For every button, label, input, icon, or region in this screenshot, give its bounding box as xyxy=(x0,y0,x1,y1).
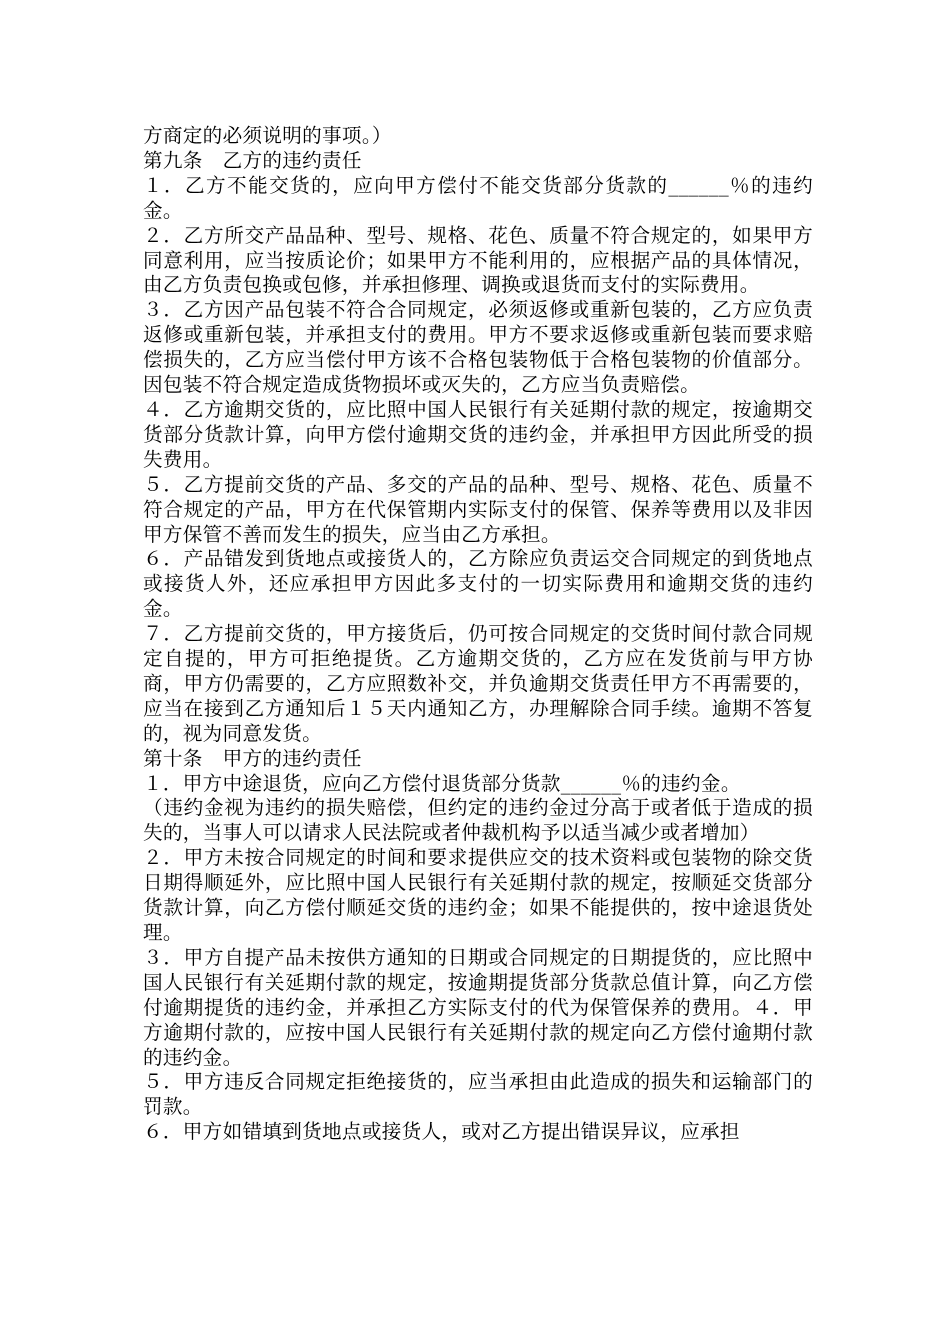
article-9-heading: 第九条 乙方的违约责任 xyxy=(143,148,362,172)
article-9-item-7: ７．乙方提前交货的，甲方接货后，仍可按合同规定的交货时间付款合同规定自提的，甲方可拒绝提货。乙方逾期交货的，乙方应在发货前与甲方协商，甲方仍需要的，乙方应照数补交，并负逾期交货责任甲方不再需要的，应当在接到乙方通知后１５天内通知乙方，办理解除合同手续。逾期不答复的，视为同意发货。 xyxy=(143,622,813,745)
article-9-item-2: ２．乙方所交产品品种、型号、规格、花色、质量不符合规定的，如果甲方同意利用，应当按质论价；如果甲方不能利用的，应根据产品的具体情况，由乙方负责包换或包修，并承担修理、调换或退货而支付的实际费用。 xyxy=(143,223,813,297)
article-10-heading: 第十条 甲方的违约责任 xyxy=(143,746,362,770)
paragraph-continuation: 方商定的必须说明的事项。） xyxy=(143,124,392,147)
article-10-item-5: ５．甲方违反合同规定拒绝接货的，应当承担由此造成的损失和运输部门的罚款。 xyxy=(143,1070,813,1119)
article-10-item-6: ６．甲方如错填到货地点或接货人，或对乙方提出错误异议，应承担 xyxy=(143,1120,740,1144)
article-10-item-2: ２．甲方未按合同规定的时间和要求提供应交的技术资料或包装物的除交货日期得顺延外，应比照中国人民银行有关延期付款的规定，按顺延交货部分货款计算，向乙方偿付顺延交货的违约金；如果不能提供的，按中途退货处理。 xyxy=(143,846,813,944)
article-9-item-5: ５．乙方提前交货的产品、多交的产品的品种、型号、规格、花色、质量不符合规定的产品，甲方在代保管期内实际支付的保管、保养等费用以及非因甲方保管不善而发生的损失，应当由乙方承担。 xyxy=(143,472,813,546)
article-10-item-3-4: ３．甲方自提产品未按供方通知的日期或合同规定的日期提货的，应比照中国人民银行有关延期付款的规定，按逾期提货部分货款总值计算，向乙方偿付逾期提货的违约金，并承担乙方实际支付的代为保管保养的费用。４．甲方逾期付款的，应按中国人民银行有关延期付款的规定向乙方偿付逾期付款的违约金。 xyxy=(143,945,813,1069)
article-9-item-1: １．乙方不能交货的，应向甲方偿付不能交货部分货款的______％的违约金。 xyxy=(143,173,813,222)
document-body xyxy=(143,124,813,1145)
article-9-item-4: ４．乙方逾期交货的，应比照中国人民银行有关延期付款的规定，按逾期交货部分货款计算，向甲方偿付逾期交货的违约金，并承担甲方因此所受的损失费用。 xyxy=(143,397,813,471)
article-9-item-3: ３．乙方因产品包装不符合合同规定，必须返修或重新包装的，乙方应负责返修或重新包装，并承担支付的费用。甲方不要求返修或重新包装而要求赔偿损失的，乙方应当偿付甲方该不合格包装物低于合格包装物的价值部分。因包装不符合规定造成货物损坏或灭失的，乙方应当负责赔偿。 xyxy=(143,298,813,397)
article-10-note: （违约金视为违约的损失赔偿，但约定的违约金过分高于或者低于造成的损失的，当事人可以请求人民法院或者仲裁机构予以适当减少或者增加） xyxy=(143,796,813,845)
article-9-item-6: ６．产品错发到货地点或接货人的，乙方除应负责运交合同规定的到货地点或接货人外，还应承担甲方因此多支付的一切实际费用和逾期交货的违约金。 xyxy=(143,547,813,621)
article-10-item-1: １．甲方中途退货，应向乙方偿付退货部分货款______％的违约金。 xyxy=(143,771,741,795)
